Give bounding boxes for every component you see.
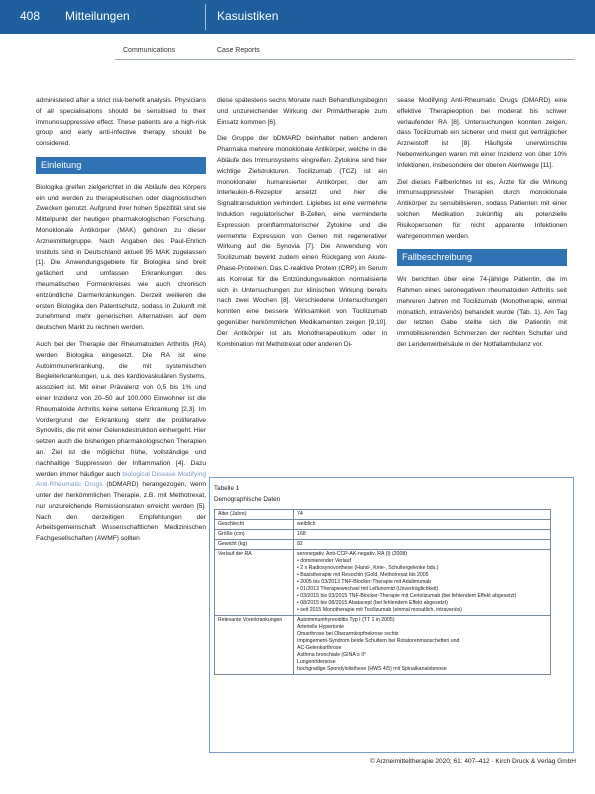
table-value-line: hochgradige Spondylolisthese (HWS 4/5) mit Spinalkanalstenose: [297, 666, 447, 672]
table-row-value: [294, 510, 551, 520]
table-value-line: • 2005 bis 03/2013 TNF-Blocker-Therapie mit Adalimumab: [297, 579, 432, 585]
intro-paragraph-1: Biologika greifen zielgerichtet in die Abläufe des Körpers ein und werden zu therapeutischen oder diagnostischen Zwecken genutzt. Aufgrund ihrer hohen Spezifität sind sie Mittelpunkt der heutigen pharmakologischen Forschung. Monoklonale Antikörper (MAK) gehören zu dieser Arzneimittelgruppe. Nach Angaben des Paul-Ehrlich Instituts sind in Deutschland aktuell 95 MAK zugelassen [1]. Die Anwendungsgebiete für Biologika sind breit gefächert und umfassen Erkrankungen des rheumatischen Formenkreises wie auch chronisch entzündliche Darmerkrankungen. Derzeit weilieren die ersten Biologika den Patentschutz, sodass in Zukunft mit zunehmend mehr generischen Alternativen auf dem deutschen Markt zu rechnen werden.: [36, 183, 206, 332]
abstract-end-paragraph: administered after a strict risk-benefit analysis. Physicians of all specialisations should be sensitised to their immunosuppressive effect. These patients are a high-risk group and early anti-infective therapy should be considered.: [36, 97, 206, 148]
right-paragraph-2: Ziel dieses Fallberichtes ist es, Ärzte für die Wirkung immunsuppressiver Therapien durch monoklonale Antikörper zu sensibilisieren, sodass Patienten mit einer solchen Medikation zukünftig als potenzielle Risikopersonen für nicht apparente Infektionen wahrgenommen werden.: [397, 178, 567, 240]
table-value-line: Impingement-Syndrom beide Schultern bei Rotatorenmanschetten und: [297, 638, 460, 644]
column-right: [397, 96, 567, 357]
table-row: [215, 520, 551, 530]
section-title: Mitteilungen: [65, 9, 130, 23]
intro-paragraph-2-end: (bDMARD) herangezogen, wenn unter der herkömmlichen Therapie, z.B. mit Methotrexat, nur unzureichende Remissionsraten erreicht werden [5]. Nach den derzeitigen Empfehlungen der Arbeitsgemeinschaft Wissenschaftlichen Medizinischen Fachgesellschaften (AWMF) sollten: [36, 481, 206, 543]
table-caption: Tabelle 1: [214, 485, 240, 492]
heading-fallbeschreibung: Fallbeschreibung: [397, 249, 567, 266]
middle-paragraph-2: Die Gruppe der bDMARD beinhaltet neben anderen Pharmaka mehrere monoklonale Antikörper, welche in die Abläufe des Immunsystems eingreifen. Zytokine sind hier wichtige Zielstrukturen. Tocilizumab (TCZ) ist ein monoklonaler humanisierter Antikörper, der am Interleukin-6-Rezeptor ansetzt und hier die Signaltransduktion verhindert. Ligiebes ist eine vermehrte Induktion regulatorischer B-Zellen, eine verminderte Expression proinflammatorischer Zytokine und die vermehrte Expression von Genen mit regenerativer Wirkung auf die Synovia [7]. Die Anwendung von Tocilizumab bewirkt zudem einen Rückgang von Akute-Phase-Proteinen. Das C-reaktive Protein (CRP) im Serum als Korrelat für die Entzündungsreaktion normalisierte sich in Untersuchungen zur klinischen Wirkung bereits nach zwei Wochen [8]. Verschiedene Untersuchungen konnten eine bessere Wirksamkeit von Tocilizumab gegenüber herkömmlichen Medikamenten zeigen [9,10]. Der Antikörper ist als Monotherapeutikum oder in Kombination mit Methotrexat oder anderen Di-: [217, 135, 387, 348]
case-paragraph: Wir berichten über eine 74-jährige Patientin, die im Rahmen eines seronegativen rheumatoiden Arthritis seit mehreren Jahren mit Tocilizumab (Monotherapie, einmal monatlich, intravenös) behandelt wurde (Tab. 1). Am Tag der letzten Gabe stellte sich die Patientin mit immobilisierenden Schmerzen der rechten Schulter und der Lendenwirbelsäule in der Notfallambulanz vor.: [397, 276, 567, 348]
table-row: [215, 510, 551, 520]
column-middle: [217, 96, 387, 356]
table-value-line: • dominierender Verlauf: [297, 558, 352, 564]
table-value-line: Asthma bronchiale (GINA ≥ II°: [297, 652, 367, 658]
table-value-line: • 2 x Radiosynovorthese (Hand-, Knie-, Schultergelenke bds.): [297, 565, 439, 571]
table-value-line: • 08/2015 bis 08/2015 Abatacept (bei fehlendem Effekt abgesetzt): [297, 600, 448, 606]
category-german: Case Reports: [217, 47, 260, 54]
table-row-label: Gewicht (kg): [215, 540, 294, 550]
table-row-label: Relevante Vorerkrankungen: [215, 616, 294, 675]
table-row: [215, 550, 551, 616]
table-value-line: Arterielle Hypertonie: [297, 624, 344, 630]
table-row: [215, 530, 551, 540]
table-row: [215, 540, 551, 550]
intro-paragraph-2-start: Auch bei der Therapie der Rheumatoiden Arthritis (RA) werden Biologika eingesetzt. Die RA ist eine Autoimmunerkrankung, die mit systemischen Begleiterkrankungen, u.a. des kardiovaskulären Systems, assoziiert ist. Mit einer Prävalenz von 0,5 bis 1% und einer Inzidenz von 20–50 auf 100.000 Einwohner ist die Rheumatoide Arthritis keine seltene Erkrankung [2,3]. Im Vordergrund der Erkrankung steht die proliferative Synovitis, die mit einer Gelenkdestruktion einhergeht. Hier setzen auch die bisherigen pharmakologischen Therapien an. Ziel ist die möglichst frühe, vollständige und nachhaltige Suppression der Inflammation [4]. Dazu werden immer häufiger auch: [36, 340, 206, 478]
table-value-line: • Basistherapie mit Resochin (Gold, Methotrexat bis 2005: [297, 572, 429, 578]
table-row-label: Geschlecht: [215, 520, 294, 530]
subsection-title: Kasuistiken: [217, 9, 279, 23]
table-value-line: • seit 2015 Monotherapie mit Tocilizumab (einmal monatlich, intravenös): [297, 607, 462, 613]
table-row-value: [294, 520, 551, 530]
table-value-line: Autoimmunthyreoiditis Typ I (TT 1 in 2005): [297, 617, 395, 623]
table-value-line: 168: [297, 531, 306, 537]
bdmard-link[interactable]: biological Disease Modifying Anti-Rheumatic Drugs: [36, 470, 206, 489]
table-subcaption: Demographische Daten: [214, 496, 281, 503]
table-row-value: [294, 616, 551, 675]
table-value-line: Omarthrose bei Oberarmkopfnekrose rechts: [297, 631, 399, 637]
table-row-value: [294, 540, 551, 550]
table-value-line: weiblich: [297, 521, 316, 527]
table-value-line: • 01/2013 Therapiewechsel mit Leflunomid (Unverträglichkeit): [297, 586, 439, 592]
page-number: 408: [20, 9, 41, 23]
table-row-label: Verlauf der RA: [215, 550, 294, 616]
table-value-line: 82: [297, 541, 303, 547]
table-row: [215, 616, 551, 675]
footer-copyright: © Arzneimitteltherapie 2020; 61: 407–412 · Kirch Druck & Verlag GmbH: [369, 758, 576, 765]
right-paragraph-1: sease Modifying Anti-Rheumatic Drugs (DMARD) eine effektive Therapieoption bei moderat bis schwer verlaufender RA [8]. Untersuchungen konnten zeigen, dass Tocilizumab ein sicherer und meist gut verträglicher Arzneistoff ist [8]. Häufigste unerwünschte Nebenwirkungen waren mit einer Inzidenz von über 10% Infektionen, insbesondere der oberen Atemwege [11].: [397, 97, 567, 169]
table-value-line: Lungenödemose: [297, 659, 336, 665]
table-row-label: Größe (cm): [215, 530, 294, 540]
table-1: [209, 477, 574, 753]
table-row-value: [294, 550, 551, 616]
table-value-line: seronegativ, Anti-CCP-AK-negativ, RA (I) (2008): [297, 551, 407, 557]
header-band: [0, 0, 595, 34]
table-value-line: 74: [297, 511, 303, 517]
table-row-label: Alter (Jahre): [215, 510, 294, 520]
demographics-table: [214, 509, 551, 675]
table-value-line: AC-Gelenkarthrose: [297, 645, 342, 651]
heading-einleitung: Einleitung: [36, 157, 206, 174]
table-value-line: • 03/2015 bis 03/2015 TNF-Blocker-Therapie mit Certolizumab (bei fehlendem Effekt abgesetzt): [297, 593, 517, 599]
middle-paragraph-1: diese spätestens sechs Monate nach Behandlungsbeginn und unzureichender Wirkung der Primärtherapie zum Einsatz kommen [6].: [217, 97, 387, 126]
table-row-value: [294, 530, 551, 540]
category-rule: [115, 59, 575, 60]
category-english: Communications: [123, 47, 176, 54]
intro-paragraph-2: [36, 340, 206, 545]
column-left: [36, 96, 206, 551]
header-divider: [205, 4, 206, 30]
